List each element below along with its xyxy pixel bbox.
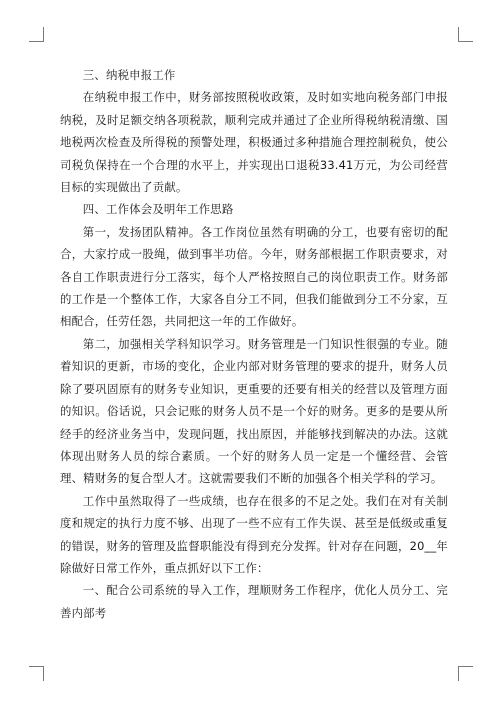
paragraph-team-spirit: 第一，发扬团队精神。各工作岗位虽然有明确的分工，也要有密切的配合，大家拧成一股绳，做到事半功倍。今年，财务部根据工作职责要求，对各自工作职责进行分工落实，每个人严格按照自己的岗位职责工作。财务部的工作是一个整体工作，大家各自分工不同，但我们能做到分工不分家，互相配合，任劳任怨，共同把这一年的工作做好。 <box>60 224 448 329</box>
crop-mark-bottom-right <box>458 666 473 681</box>
document-body <box>60 64 448 624</box>
paragraph-system-import: 一、配合公司系统的导入工作，理顺财务工作程序，优化人员分工、完善内部考 <box>60 583 448 620</box>
crop-mark-top-left <box>29 27 44 42</box>
section-heading-tax-filing: 三、纳税申报工作 <box>82 68 176 82</box>
paragraph-shortcomings: 工作中虽然取得了一些成绩，也存在很多的不足之处。我们在对有关制度和规定的执行力度不够、出现了一些不应有工作失误、甚至是低级或重复的错误，财务的管理及监督职能没有得到充分发挥。针对存在问题，20__年除做好日常工作外，重点抓好以下工作： <box>60 493 448 575</box>
crop-mark-bottom-left <box>29 666 44 681</box>
paragraph-knowledge-learning: 第二，加强相关学科知识学习。财务管理是一门知识性很强的专业。随着知识的更新，市场的变化，企业内部对财务管理的要求的提升，财务人员除了要巩固原有的财务专业知识，更重要的还要有相关的经营以及管理方面的知识。俗话说，只会记账的财务人员不是一个好的财务。更多的是要从所经手的经济业务当中，发现问题，找出原因，并能够找到解决的办法。这就体现出财务人员的综合素质。一个好的财务人员一定是一个懂经营、会管理、精财务的复合型人才。这就需要我们不断的加强各个相关学科的学习。 <box>60 336 448 486</box>
crop-mark-top-right <box>458 27 473 42</box>
section-heading-work-experience: 四、工作体会及明年工作思路 <box>82 202 234 217</box>
paragraph-tax-filing: 在纳税申报工作中，财务部按照税收政策，及时如实地向税务部门申报纳税，及时足额交纳各项税款，顺利完成并通过了企业所得税纳税清缴、国地税两次检查及所得税的预警处理，积极通过多种措施合理控制税负，使公司税负保持在一个合理的水平上，并实现出口退税33.41万元，为公司经营目标的实现做出了贡献。 <box>60 90 448 195</box>
